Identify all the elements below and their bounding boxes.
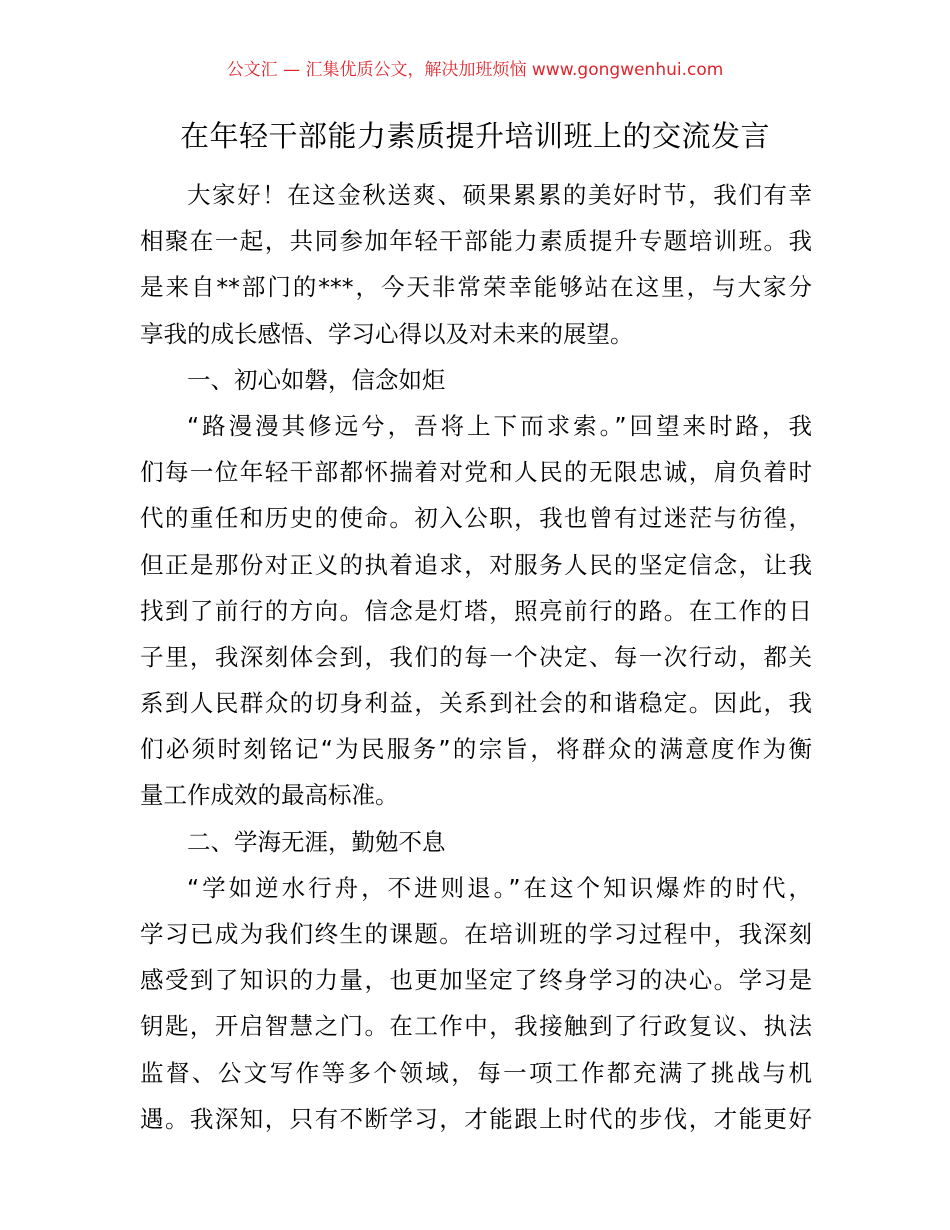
paragraph-line: 大家好！在这金秋送爽、硕果累累的美好时节，我们有幸	[187, 181, 812, 209]
section-heading: 二、学海无涯，勤勉不息	[187, 827, 446, 856]
paragraph-line: 子里，我深刻体会到，我们的每一个决定、每一次行动，都关	[140, 642, 812, 671]
document-body	[140, 172, 812, 1142]
paragraph-line: “路漫漫其修远兮，吾将上下而求索。”回望来时路，我	[187, 411, 812, 440]
paragraph-line: 代的重任和历史的使命。初入公职，我也曾有过迷茫与彷徨，	[140, 504, 812, 533]
document-title: 在年轻干部能力素质提升培训班上的交流发言	[179, 119, 770, 153]
paragraph-line: 量工作成效的最高标准。	[140, 781, 399, 810]
paragraph-line: 们必须时刻铭记“为民服务”的宗旨，将群众的满意度作为衡	[140, 735, 812, 764]
paragraph-line: 学习已成为我们终生的课题。在培训班的学习过程中，我深刻	[140, 920, 812, 948]
paragraph-line: 相聚在一起，共同参加年轻干部能力素质提升专题培训班。我	[140, 227, 812, 256]
paragraph-line: “学如逆水行舟，不进则退。”在这个知识爆炸的时代，	[187, 873, 812, 902]
paragraph-line: 系到人民群众的切身利益，关系到社会的和谐稳定。因此，我	[140, 689, 812, 718]
paragraph-line: 感受到了知识的力量，也更加坚定了终身学习的决心。学习是	[140, 966, 812, 995]
paragraph-line: 但正是那份对正义的执着追求，对服务人民的坚定信念，让我	[140, 550, 812, 579]
paragraph-line: 享我的成长感悟、学习心得以及对未来的展望。	[140, 319, 634, 348]
paragraph-line: 找到了前行的方向。信念是灯塔，照亮前行的路。在工作的日	[140, 596, 812, 625]
paragraph-line: 是来自**部门的***，今天非常荣幸能够站在这里，与大家分	[140, 273, 812, 302]
paragraph-line: 监督、公文写作等多个领域，每一项工作都充满了挑战与机	[140, 1058, 812, 1087]
site-banner: 公文汇 — 汇集优质公文，解决加班烦恼 www.gongwenhui.com	[226, 60, 724, 80]
paragraph-line: 们每一位年轻干部都怀揣着对党和人民的无限忠诚，肩负着时	[140, 458, 812, 487]
paragraph-line: 遇。我深知，只有不断学习，才能跟上时代的步伐，才能更好	[140, 1104, 812, 1133]
paragraph-line: 钥匙，开启智慧之门。在工作中，我接触到了行政复议、执法	[140, 1012, 812, 1041]
section-heading: 一、初心如磐，信念如炬	[187, 365, 446, 394]
